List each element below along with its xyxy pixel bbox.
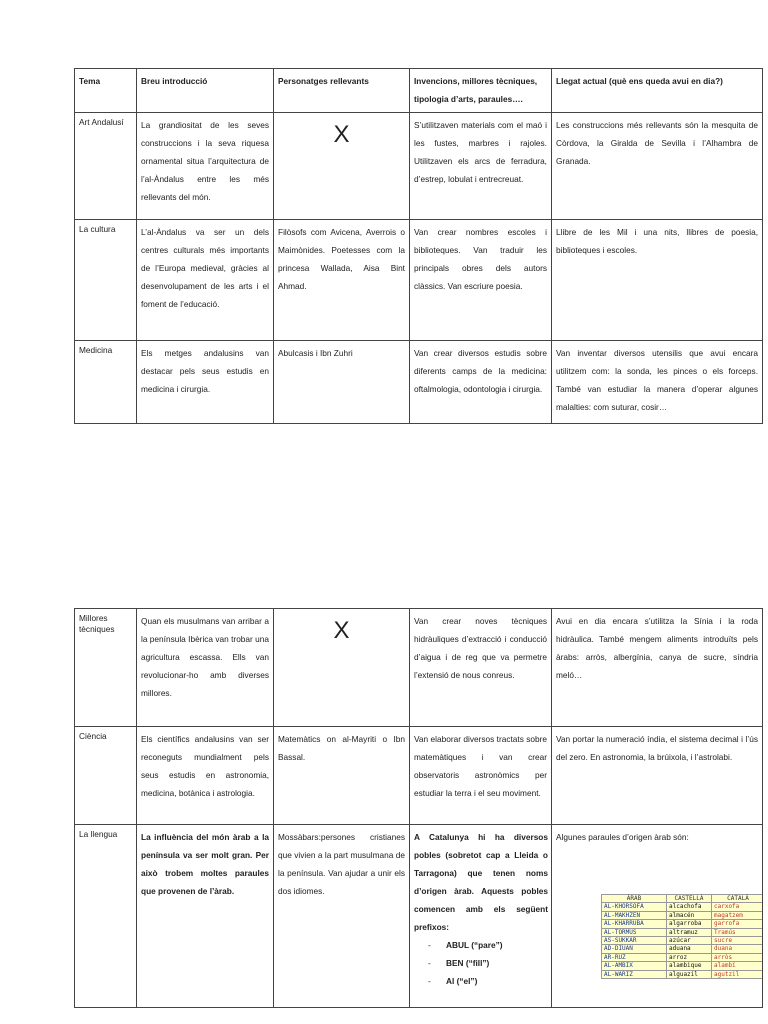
- header-tema: Tema: [75, 69, 137, 113]
- words-header-row: [602, 895, 763, 903]
- row-invencions: A Catalunya hi ha diversos pobles (sobretot cap a Lleida o Tarragona) que tenen noms d’origen àrab. Aquests pobles comencen amb els següent prefixos:: [414, 832, 548, 932]
- word-castella: algarroba: [667, 920, 712, 928]
- word-arab: AD-DIUAN: [602, 945, 667, 953]
- words-row: [602, 962, 763, 970]
- word-catala: carxofa: [712, 903, 763, 911]
- row-tema: Art Andalusí: [75, 113, 137, 220]
- word-arab: AL-TORMUS: [602, 928, 667, 936]
- row-personatges: Mossàbars:persones cristianes que vivien a la part musulmana de la península. Van ajudar a unir els dos idiomes.: [274, 825, 410, 1008]
- words-row: [602, 937, 763, 945]
- row-personatges: Abulcasis i Ibn Zuhri: [274, 341, 410, 424]
- word-castella: alambique: [667, 962, 712, 970]
- header-intro: Breu introducció: [137, 69, 274, 113]
- word-arab: AL-WARIZ: [602, 970, 667, 978]
- word-castella: aduana: [667, 945, 712, 953]
- word-arab: AR-RUZ: [602, 953, 667, 961]
- row-tema: La cultura: [75, 220, 137, 341]
- row-llegat: Algunes paraules d’origen àrab són:: [556, 832, 689, 842]
- row-intro: La grandiositat de les seves construccions i la seva riquesa ornamental situa l’arquitectura de l’al-Àndalus entre les més rellevants del món.: [137, 113, 274, 220]
- row-intro: L’al-Àndalus va ser un dels centres culturals més importants de l’Europa medieval, gràcies al desenvolupament de les arts i el foment de l’educació.: [137, 220, 274, 341]
- row-llegat: Les construccions més rellevants són la mesquita de Còrdova, la Giralda de Sevilla i l’Alhambra de Granada.: [552, 113, 763, 220]
- words-body: [602, 903, 763, 979]
- word-castella: azúcar: [667, 937, 712, 945]
- row-personatges: Matemàtics on al-Mayriti o Ibn Bassal.: [274, 727, 410, 825]
- row-intro: La influència del món àrab a la península va ser molt gran. Per això trobem moltes paraules que provenen de l’àrab.: [137, 825, 274, 1008]
- row-llegat: Van portar la numeració índia, el sistema decimal i l’ús del zero. En astronomia, la brúixola, i l’astrolabi.: [552, 727, 763, 825]
- table-row: [75, 341, 763, 424]
- row-tema: Ciència: [75, 727, 137, 825]
- words-row: [602, 953, 763, 961]
- word-arab: AL-KHARRUBA: [602, 920, 667, 928]
- row-invencions-llegat: [410, 825, 763, 1008]
- row-personatges: [274, 113, 410, 220]
- table-row: [75, 113, 763, 220]
- row-llegat: Avui en dia encara s’utilitza la Sínia i la roda hidràulica. També mengem aliments introduïts pels àrabs: arròs, albergínia, canya de sucre, síndria meló…: [552, 609, 763, 727]
- word-castella: alguazil: [667, 970, 712, 978]
- words-header-cell: ÀRAB: [602, 895, 667, 903]
- row-intro: Els metges andalusins van destacar pels seus estudis en medicina i cirurgia.: [137, 341, 274, 424]
- table-row: [75, 727, 763, 825]
- row-invencions: S’utilitzaven materials com el maó i les fustes, marbres i rajoles. Utilitzaven els arcs de ferradura, d’estrep, lobulat i entrecreuat.: [410, 113, 552, 220]
- word-catala: magatzem: [712, 911, 763, 919]
- row-tema: Millores tècniques: [75, 609, 137, 727]
- prefix-label: BEN (“fill”): [446, 958, 490, 968]
- word-catala: arròs: [712, 953, 763, 961]
- words-row: [602, 911, 763, 919]
- header-llegat: Llegat actual (què ens queda avui en dia?): [552, 69, 763, 113]
- prefix-intro-block: [410, 825, 552, 993]
- words-row: [602, 945, 763, 953]
- words-row: [602, 970, 763, 978]
- row-tema: La llengua: [75, 825, 137, 1008]
- word-castella: altramuz: [667, 928, 712, 936]
- row-invencions: Van crear nombres escoles i biblioteques. Van traduir les principals obres dels autors clàssics. Van escriure poesia.: [410, 220, 552, 341]
- llengua-cell: [410, 825, 762, 991]
- row-invencions: Van elaborar diversos tractats sobre matemàtiques i van crear observatoris astronòmics per estudiar la terra i el seu moviment.: [410, 727, 552, 825]
- word-catala: alambí: [712, 962, 763, 970]
- word-catala: sucre: [712, 937, 763, 945]
- row-invencions: Van crear noves tècniques hidràuliques d’extracció i conducció d’aigua i de reg que va permetre l’extensió de nous conreus.: [410, 609, 552, 727]
- table-bottom: [74, 608, 763, 1008]
- list-item: - Al (“el”): [428, 976, 478, 986]
- word-catala: agutzil: [712, 970, 763, 978]
- word-arab: AS-SUKKAR: [602, 937, 667, 945]
- word-catala: Tramús: [712, 928, 763, 936]
- words-row: [602, 928, 763, 936]
- prefix-label: Al (“el”): [446, 976, 478, 986]
- header-invencions: Invencions, millores tècniques, tipologia d’arts, paraules….: [410, 69, 552, 113]
- row-llegat: Van inventar diversos utensilis que avui encara utilitzem com: la sonda, les pinces o els forceps. També van estudiar la manera d’operar algunes malalties: com suturar, cosir…: [552, 341, 763, 424]
- word-catala: duana: [712, 945, 763, 953]
- x-mark: X: [333, 617, 350, 644]
- prefix-label: ABUL (“pare”): [446, 940, 503, 950]
- row-intro: Quan els musulmans van arribar a la península Ibèrica van trobar una agricultura escassa. Ells van revolucionar-ho amb diverses millores.: [137, 609, 274, 727]
- word-arab: AL-MAKHZEN: [602, 911, 667, 919]
- list-item: - BEN (“fill”): [428, 958, 490, 968]
- row-personatges: [274, 609, 410, 727]
- table-header-row: [75, 69, 763, 113]
- row-llegat: Llibre de les Mil i una nits, llibres de poesia, biblioteques i escoles.: [552, 220, 763, 341]
- row-tema: Medicina: [75, 341, 137, 424]
- words-header-cell: CATALÀ: [712, 895, 763, 903]
- word-castella: almacén: [667, 911, 712, 919]
- vertical-divider: [551, 825, 552, 1008]
- table-row: [75, 825, 763, 1008]
- words-header-cell: CASTELLÀ: [667, 895, 712, 903]
- table-row: [75, 609, 763, 727]
- words-row: [602, 920, 763, 928]
- word-castella: arroz: [667, 953, 712, 961]
- table-top: [74, 68, 763, 424]
- x-mark: X: [333, 121, 350, 148]
- word-arab: AL-AMBIX: [602, 962, 667, 970]
- word-catala: garrofa: [712, 920, 763, 928]
- words-row: [602, 903, 763, 911]
- row-personatges: Filòsofs com Avicena, Averrois o Maimònides. Poetesses com la princesa Wallada, Aisa Bint Ahmad.: [274, 220, 410, 341]
- arabic-words-table: [601, 894, 763, 979]
- list-item: - ABUL (“pare”): [428, 940, 503, 950]
- row-intro: Els científics andalusins van ser reconeguts mundialment pels seus estudis en astronomia, medicina, botànica i astrologia.: [137, 727, 274, 825]
- prefix-list: [414, 936, 548, 990]
- row-invencions: Van crear diversos estudis sobre diferents camps de la medicina: oftalmologia, odontologia i cirurgia.: [410, 341, 552, 424]
- word-arab: AL-KHORSOFA: [602, 903, 667, 911]
- table-row: [75, 220, 763, 341]
- header-personatges: Personatges rellevants: [274, 69, 410, 113]
- word-castella: alcachofa: [667, 903, 712, 911]
